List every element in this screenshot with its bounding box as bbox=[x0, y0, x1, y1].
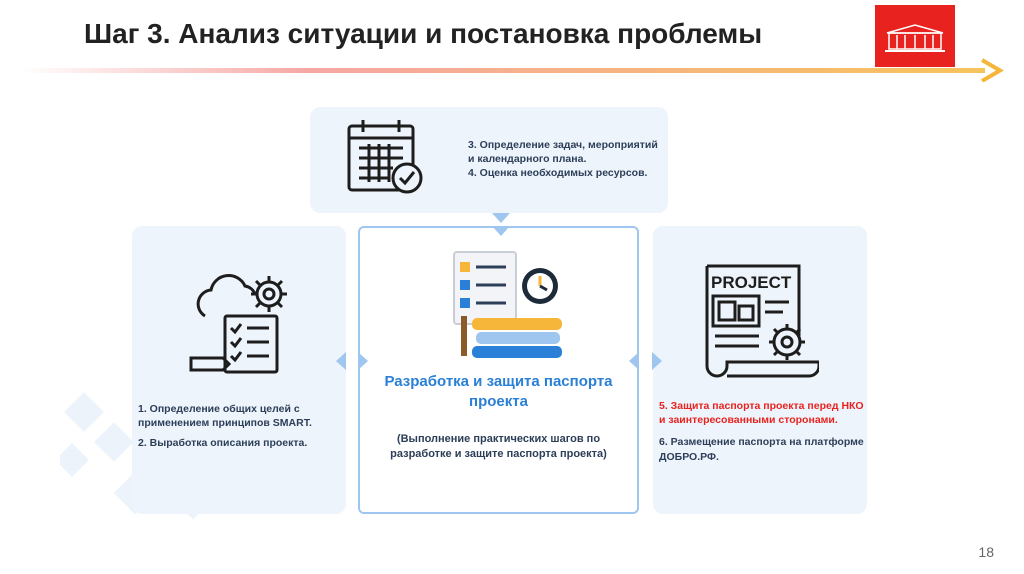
step-4-text: 4. Оценка необходимых ресурсов. bbox=[468, 167, 648, 180]
step-2-text: 2. Выработка описания проекта. bbox=[138, 437, 308, 450]
step-text-top bbox=[468, 138, 663, 181]
step-6-text: 6. Размещение паспорта на платформе ДОБРО.РФ. bbox=[659, 436, 864, 463]
center-title: Разработка и защита паспорта проекта bbox=[384, 373, 613, 410]
triangle-left-icon bbox=[334, 352, 346, 370]
header-arrow-icon bbox=[20, 58, 1005, 82]
project-icon-label: PROJECT bbox=[711, 273, 792, 292]
step-5-text: 5. Защита паспорта проекта перед НКО и заинтересованными сторонами. bbox=[659, 400, 864, 427]
triangle-right-icon bbox=[358, 352, 370, 370]
step-text-right bbox=[659, 399, 864, 464]
center-subtitle: (Выполнение практических шагов по разработке и защите паспорта проекта) bbox=[390, 433, 607, 460]
slide-title: Шаг 3. Анализ ситуации и постановка проблемы bbox=[84, 18, 763, 49]
project-document-gear-icon bbox=[703, 262, 819, 382]
step-text-left bbox=[138, 402, 343, 451]
step-3-text: 3. Определение задач, мероприятий и календарного плана. bbox=[468, 139, 658, 166]
step-1-text: 1. Определение общих целей с применением принципов SMART. bbox=[138, 403, 312, 430]
triangle-left-icon bbox=[627, 352, 639, 370]
slide-number: 18 bbox=[978, 544, 994, 560]
cloud-gear-checklist-icon bbox=[185, 266, 297, 378]
logo bbox=[875, 5, 955, 67]
building-icon bbox=[875, 5, 955, 67]
checklist-books-clock-icon bbox=[452, 250, 564, 360]
calendar-check-icon bbox=[345, 116, 425, 198]
triangle-down-icon bbox=[492, 226, 510, 238]
triangle-down-icon bbox=[492, 213, 510, 225]
triangle-right-icon bbox=[652, 352, 664, 370]
